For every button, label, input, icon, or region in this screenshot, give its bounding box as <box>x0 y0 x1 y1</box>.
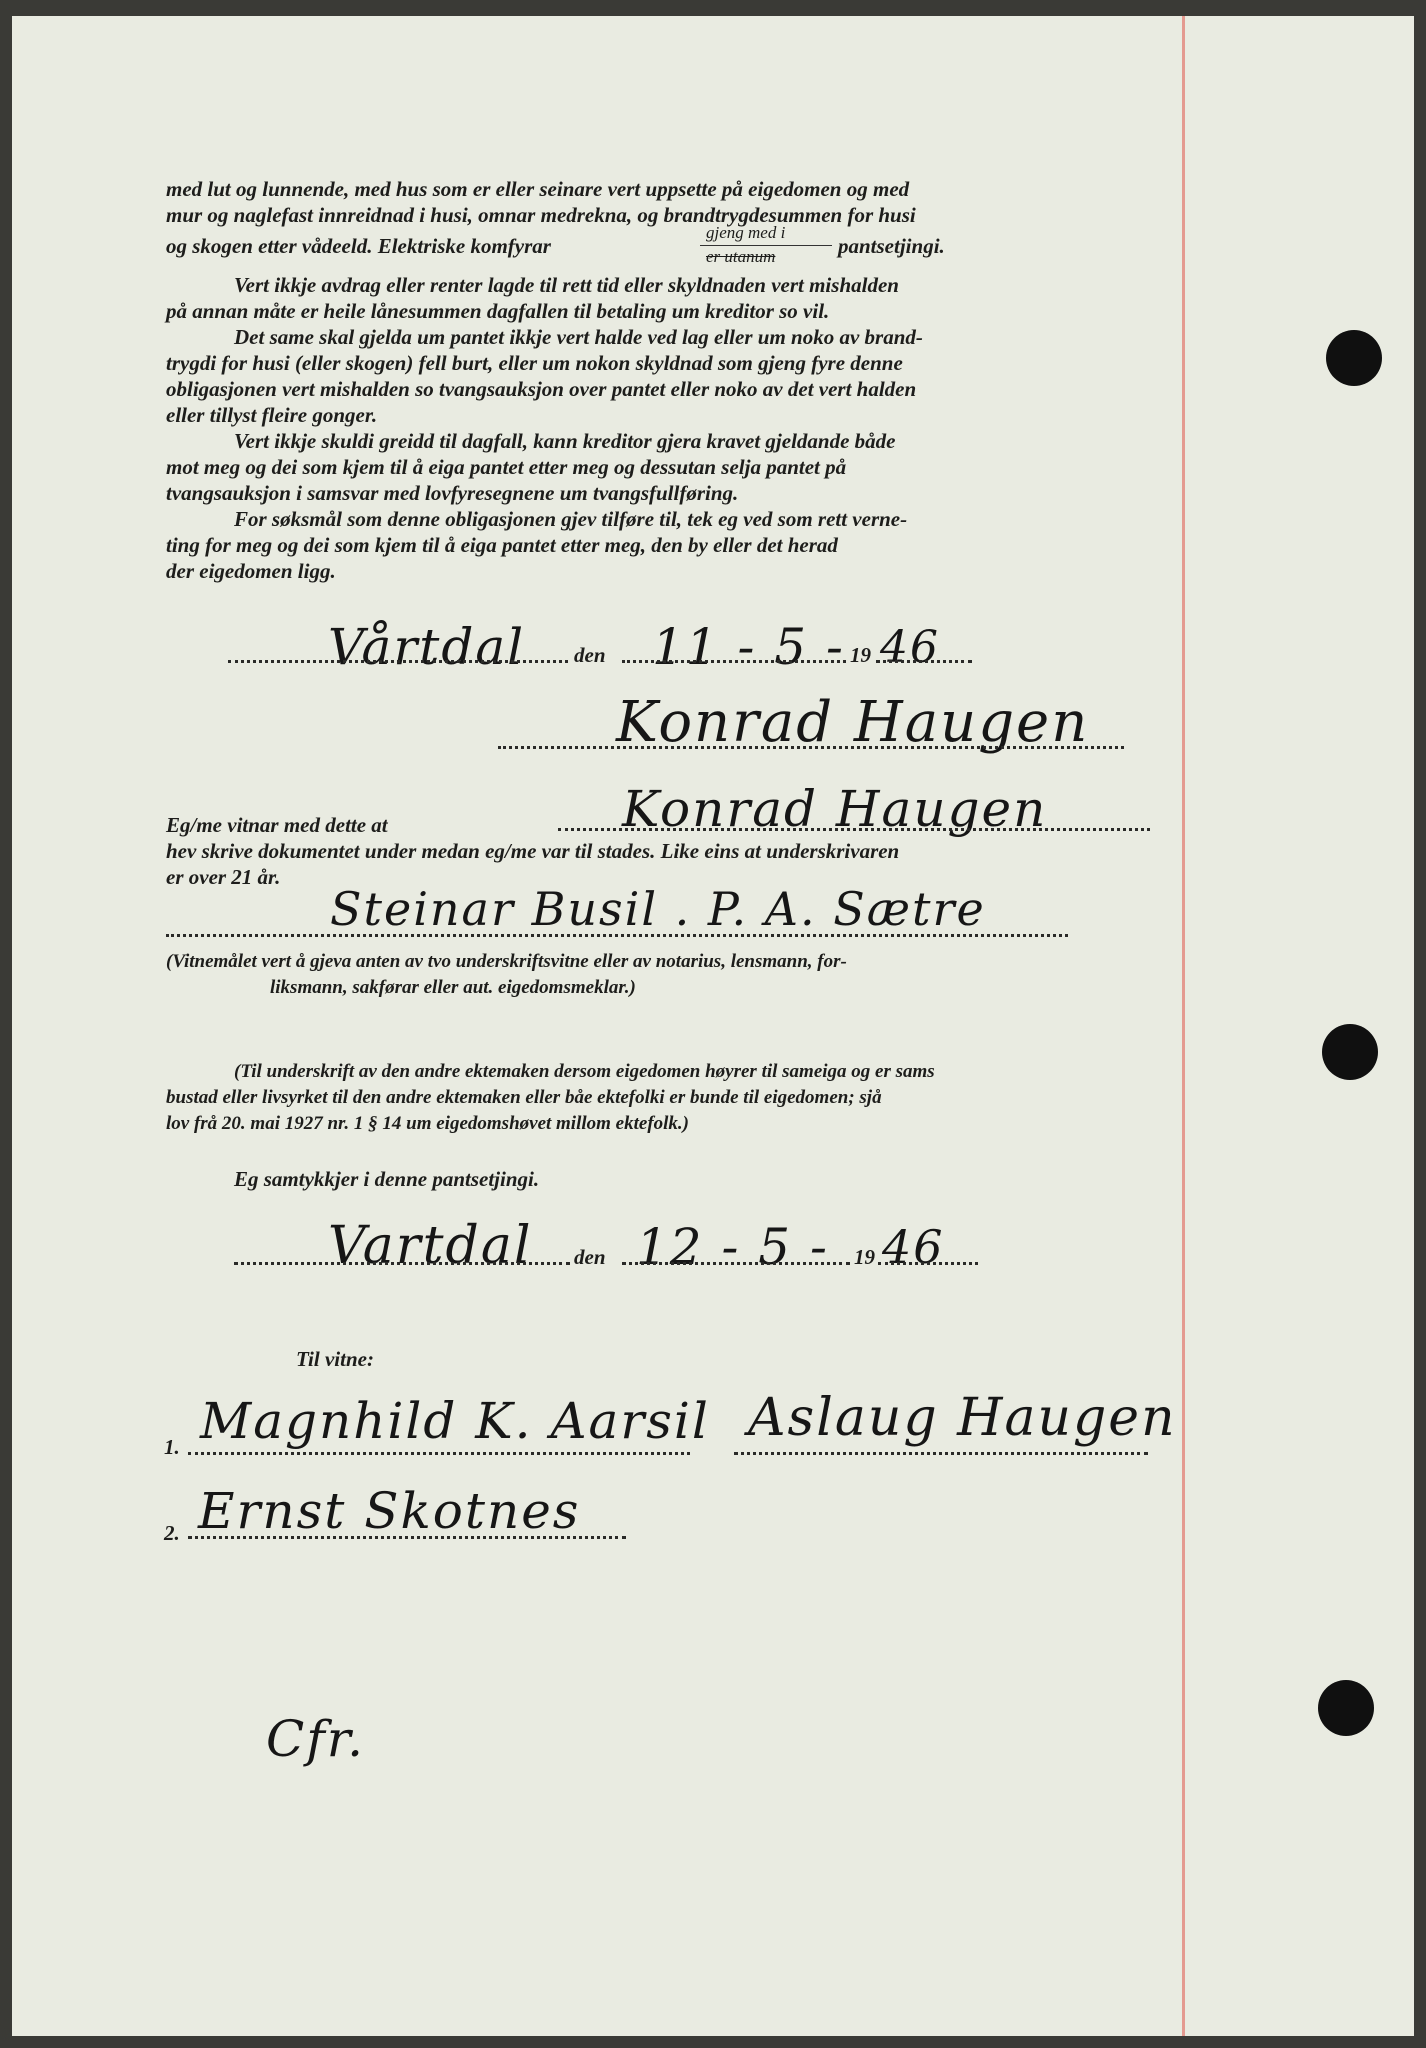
paragraph-line: der eigedomen ligg. <box>166 559 336 583</box>
dotted-line <box>734 1452 1148 1455</box>
note-line: liksmann, sakførar eller aut. eigedomsmeklar.) <box>270 977 636 998</box>
handwritten-date: 12 - 5 - <box>636 1218 829 1276</box>
witness-number: 1. <box>164 1435 180 1459</box>
dotted-line <box>558 828 1150 831</box>
komfyr-option-bottom: er utanum <box>706 247 776 266</box>
witness-text: hev skrive dokumentet under medan eg/me var til stades. Like eins at underskrivaren <box>166 839 900 863</box>
signature-konrad-haugen: Konrad Haugen <box>616 690 1090 755</box>
paragraph-line: Det same skal gjelda um pantet ikkje vert halde ved lag eller um noko av brand- <box>234 325 923 349</box>
handwritten-place: Vartdal <box>328 1216 533 1276</box>
note-line: (Til underskrift av den andre ektemaken dersom eigedomen høyrer til sameiga og er sams <box>234 1061 935 1082</box>
note-line: lov frå 20. mai 1927 nr. 1 § 14 um eigedomshøvet millom ektefolk.) <box>166 1113 690 1134</box>
punch-hole <box>1322 1024 1378 1080</box>
paragraph-line: tvangsauksjon i samsvar med lovfyresegnene um tvangsfullføring. <box>166 481 739 505</box>
dotted-line <box>228 660 568 663</box>
den-label: den <box>574 1245 606 1269</box>
punch-hole <box>1326 330 1382 386</box>
witness-1-signature: Magnhild K. Aarsil <box>200 1392 710 1450</box>
handwritten-place: Vårtdal <box>328 618 526 676</box>
komfyr-option-top: gjeng med i <box>706 223 786 242</box>
dotted-line <box>166 934 1068 937</box>
year-prefix: 19 <box>854 1245 875 1269</box>
dotted-line <box>878 1262 978 1265</box>
document-page <box>12 16 1414 2036</box>
handwritten-initials: Cfr. <box>266 1710 366 1768</box>
paragraph-line: obligasjonen vert mishalden so tvangsauksjon over pantet eller noko av det vert halden <box>166 377 917 401</box>
note-line: (Vitnemålet vert å gjeva anten av tvo underskriftsvitne eller av notarius, lensmann, for- <box>166 951 847 972</box>
paragraph-line: ting for meg og dei som kjem til å eiga pantet etter meg, den by eller det herad <box>166 533 838 557</box>
paragraph-line: og skogen etter vådeeld. Elektriske komfyrar <box>166 234 551 258</box>
paragraph-line: Vert ikkje skuldi greidd til dagfall, kann kreditor gjera kravet gjeldande både <box>234 429 896 453</box>
paragraph-line: på annan måte er heile lånesummen dagfallen til betaling um kreditor so vil. <box>166 299 830 323</box>
witness-number: 2. <box>164 1521 180 1545</box>
dotted-line <box>876 660 972 663</box>
paragraph-line: trygdi for husi (eller skogen) fell burt, eller um nokon skyldnad som gjeng fyre denne <box>166 351 903 375</box>
paragraph-line: med lut og lunnende, med hus som er eller seinare vert uppsette på eigedomen og med <box>166 177 910 201</box>
margin-rule <box>1182 16 1185 2036</box>
dotted-line <box>188 1452 690 1455</box>
paragraph-line: pantsetjingi. <box>838 234 945 258</box>
handwritten-year: 46 <box>880 622 940 673</box>
witness-2-signature: Ernst Skotnes <box>198 1482 581 1540</box>
note-line: bustad eller livsyrket til den andre ektemaken eller båe ektefolki er bunde til eigedomen; sjå <box>166 1087 882 1108</box>
til-vitne-label: Til vitne: <box>296 1347 374 1371</box>
dotted-line <box>622 660 846 663</box>
signature-line <box>498 746 1124 749</box>
witness-text: er over 21 år. <box>166 865 281 889</box>
dotted-line <box>188 1536 626 1539</box>
paragraph-line: eller tillyst fleire gonger. <box>166 403 378 427</box>
witness-signatures: Steinar Busil . P. A. Sætre <box>330 882 986 936</box>
punch-hole <box>1318 1680 1374 1736</box>
dotted-line <box>234 1262 570 1265</box>
witnessed-signer-name: Konrad Haugen <box>622 780 1048 838</box>
year-prefix: 19 <box>850 643 871 667</box>
den-label: den <box>574 643 606 667</box>
paragraph-line: Vert ikkje avdrag eller renter lagde til rett tid eller skyldnaden vert mishalden <box>234 273 899 297</box>
handwritten-year: 46 <box>882 1220 945 1274</box>
paragraph-line: For søksmål som denne obligasjonen gjev tilføre til, tek eg ved som rett verne- <box>234 507 908 531</box>
witness-intro: Eg/me vitnar med dette at <box>166 813 388 837</box>
consent-text: Eg samtykkjer i denne pantsetjingi. <box>234 1167 540 1191</box>
spouse-signature: Aslaug Haugen <box>748 1388 1177 1448</box>
paragraph-line: mur og naglefast innreidnad i husi, omnar medrekna, og brandtrygdesummen for husi <box>166 203 916 227</box>
fraction-line <box>700 245 832 246</box>
handwritten-date: 11 - 5 - <box>652 618 845 676</box>
dotted-line <box>622 1262 850 1265</box>
paragraph-line: mot meg og dei som kjem til å eiga pantet etter meg og dessutan selja pantet på <box>166 455 847 479</box>
